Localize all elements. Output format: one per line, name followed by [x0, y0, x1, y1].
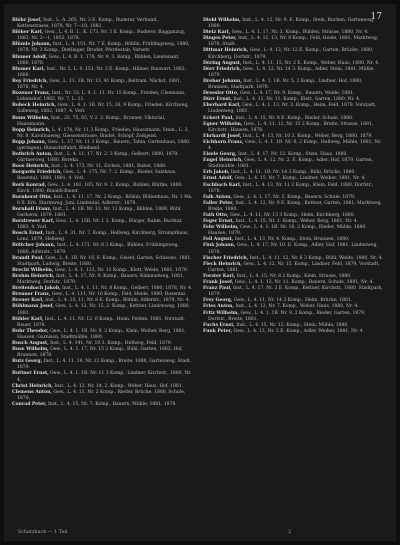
directory-entry	[12, 304, 193, 316]
directory-entry	[12, 128, 193, 140]
directory-entry	[12, 183, 193, 195]
entry-name: Dressler Otto,	[203, 91, 239, 97]
entry-details: Gew., L. 4. 15B. Nr. 1 3. Komp., Bürger, Rubin, Buchtal, 1883, 4. Vorl.	[17, 219, 183, 231]
entry-details: Gew., L. 4. 111, Nr. 16 Komp., Feld, Heide, 1880, Rosental.	[51, 292, 187, 298]
entry-details: Inst., L. 4. 1. 1B. Nr. 5, 2 Komp., Lindner, Hof, 1880, Brunnen, Stadtpark, 1878.	[208, 78, 363, 91]
directory-entry	[203, 183, 384, 195]
entry-name: Egner Wilhelm,	[203, 121, 243, 127]
directory-entry	[203, 262, 384, 274]
entry-details: Gew., L. 4. 13, Nr. 12 E. Komp., Garten, Brücke, 1880, Kirchberg, Dorfstr., 1879.	[208, 48, 374, 60]
entry-name: Blümle Johann,	[12, 42, 52, 48]
entry-details: Gew., L. 4. 1. 13, Nr. 11. Komp., Bauern, Schule, 1881, Nr. 4.	[234, 280, 374, 286]
entry-details: Gew., L. 4. 181. 165, Nr. 9. 2. Komp., Buhlen, Blüthe, 1880. Kirch. 1880, Rinaldi-Bauer.	[17, 182, 183, 194]
entry-name: Conrad Peter,	[12, 401, 47, 407]
entry-details: Gew., L. 4. 12, Nr. 15. Komp., Lindner, Feld, 1879, Vorstadt, Garten, 1881.	[208, 261, 380, 273]
directory-entry	[12, 329, 193, 341]
entry-details: Gew., L. 4. B. 1., K. 173, Nr. 3 E. Komp., Ruderer, Bagganzug, 1883, Nr. 3—1, 1852, 1878.	[17, 30, 186, 42]
entry-name: Ehrhardt Josef,	[203, 133, 242, 139]
entry-name: Bühlmann Josef,	[12, 304, 54, 310]
left-column	[12, 18, 193, 408]
entry-name: Butz Georg,	[12, 359, 43, 365]
directory-entry	[203, 311, 384, 323]
directory-entry	[12, 42, 193, 54]
entry-details: Inst., L. 4. 11. 15, Nr. 2 E. Komp., Weber, Haus, 1880, Nr. 4.	[242, 60, 380, 66]
entry-name: Böttcher Johann,	[12, 243, 56, 249]
entry-details: Inst., 25. 75, 65, V 2. 2. Komp., Bronner, Viktorial, Haussmann.	[17, 115, 166, 127]
entry-name: Feger Ernst,	[203, 219, 235, 225]
entry-details: Inst., Nr. 2, L. 4. 151, Nr. 3 E. Komp., Hilmer, Bauwart, 1882, 1880.	[17, 66, 187, 78]
directory-entry	[12, 371, 193, 383]
directory-entry	[12, 140, 193, 152]
entry-details: Gew., L. 4. 1B. Nr. 16, 6. Komp., Geisel, Garten, Schleuse, 1881, Stadtpark, Ludwig, Breite, 1880.	[17, 255, 192, 267]
entry-name: Eschbach Karl,	[203, 182, 242, 188]
directory-entry	[203, 243, 384, 255]
entry-details: Gew., L. 4. B. 1. 178, Nr. 9, 3. Komp., Bühlen, Lieutenant, 1880, 1878.	[17, 54, 180, 66]
directory-entry	[203, 18, 384, 30]
right-column	[203, 18, 384, 335]
entry-name: Bopp Heinrich,	[12, 127, 51, 133]
entry-details: Gew., L. 4. 11, Nr. 2 Komp., Rieder, Brücke, 1880, Schule, 1879.	[17, 389, 186, 401]
entry-name: Clemens Anton,	[12, 389, 52, 395]
entry-details: Inst., L. 4. 31, Nr. 7. Komp., Hellweg, Kirchberg, Strumpfhaus, Lenz, 1879, Hellweg.	[17, 231, 189, 243]
directory-entry	[12, 195, 193, 207]
directory-entry	[12, 219, 193, 231]
entry-details: Gew., L. 4. 1. 13, Nr. 3. Komp., Heim, Feld, 1879, Vorstadt, Lindenweg, 1881.	[208, 103, 376, 115]
entry-name: Fuchs Ernst,	[203, 322, 235, 328]
directory-entry	[12, 243, 193, 255]
entry-name: Buhr Theodor,	[12, 328, 49, 334]
entry-details: Inst., L. 4. 17, Nr. 3 E. Komp., Kettner, Kirchstr., 1880, Stadtpark, 1879.	[208, 286, 383, 298]
entry-details: Inst., L. 4. 151, Nr. 7 E. Komp., Böhlin, Frühlingsweg, 1880, 1878, Nr. 3 Komp., Dietlinger, Bruder, Pferdestab, Vorsetr.	[17, 42, 190, 54]
directory-entry	[12, 359, 193, 371]
directory-entry	[12, 207, 193, 219]
entry-details: Gew., L. 4. 12, Nr. 15, 2. Komp., Kettner, Lindenweg, 1880, 1881.	[17, 304, 190, 316]
entry-name: Buse Wilhelm,	[12, 347, 49, 353]
entry-details: Gew., L. 17, Nr. 11 3 Komp., Bauern, Tabin, Gartenhaus, 1880. (geringen), Blauschiffahrt, Bleiband.	[17, 139, 191, 151]
entry-details: Gew., L. 4. 1. 1B. Nr. 9, 2 Komp., Rieder, Garten, 1879, Dorfstr., Breite, 1881.	[208, 310, 366, 322]
directory-entry	[203, 36, 384, 48]
entry-details: Gew., L. 4. 1. 1B. Nr. 8, 2 Komp., Klein, Weiher, Berg, 1881, Hausen, Garnison, Stadtmühle, 1880.	[17, 328, 186, 340]
directory-entry	[12, 91, 193, 103]
entry-details: Gew., L. 4. 13, Nr. 5 E. Komp., Adler, Weiher, 1881, Nr. 4.	[233, 328, 364, 334]
entry-name: Dreher Johann,	[203, 78, 242, 84]
entry-details: Inst., L. 4. 11. 17, Nr. 2. 3 Komp., Gelbert, 1880, 1879. Gärtnerweg, 1880, Boreka.	[17, 152, 179, 164]
directory-entry	[203, 103, 384, 115]
entry-name: Fries Anton,	[203, 304, 234, 310]
entry-details: Inst., L. 4. 12, Nr. 9. E. Komp., Stein, Buchen, Gartenweg, 1880.	[208, 18, 375, 30]
entry-name: Erb Jakob,	[203, 170, 230, 176]
entry-details: Inst., L. 4. 11, Nr. 12, 6 Komp., Heim, Felden, 1881, Vorstadt, Bauer, 1878.	[17, 316, 185, 328]
entry-name: Dietz Karl,	[203, 30, 231, 36]
directory-entry	[12, 317, 193, 329]
directory-entry	[12, 170, 193, 182]
directory-entry	[203, 122, 384, 134]
entry-name: Eberhard Karl,	[203, 103, 241, 109]
entry-name: Breuer Karl,	[12, 298, 44, 304]
directory-entry	[203, 225, 384, 237]
directory-entry	[12, 67, 193, 79]
entry-name: Frank Josef,	[203, 280, 234, 286]
directory-entry	[12, 390, 193, 402]
entry-name: Bork Konrad,	[12, 182, 47, 188]
entry-name: Fischer Friedrich,	[203, 255, 249, 261]
entry-name: Dörr Friedrich,	[203, 66, 242, 72]
entry-name: Döring August,	[203, 60, 242, 66]
entry-details: Inst., L. 4. 141, Nr. 10 3. Komp., Hellweg, Feld, 1879.	[50, 340, 173, 346]
directory-entry	[12, 116, 193, 128]
entry-name: Fritz Wilhelm,	[203, 310, 240, 316]
entry-name: Fleck Heinrich,	[203, 261, 243, 267]
entry-details: Inst., L. 4. 12, Nr. 7. Komp., Weber, Haus, 1880, Nr. 4.	[235, 304, 359, 310]
entry-name: Falk Anton,	[203, 194, 232, 200]
entry-details: Gew., L. 4. 1. 17, Nr. 3. Komp., Bühlen, Strasse, 1880, Nr. 4.	[231, 30, 369, 36]
entry-name: Boos Heinrich,	[12, 164, 50, 170]
entry-details: Gew., L. 11. 1B. Nr. 13, 41 Komp., Beltram, Nächst, 1881, 1878, Nr. 4.	[17, 78, 182, 91]
entry-details: Inst., L. 4. 13, Nr. 4. Komp., Stein, Brunnen, 1880.	[234, 237, 350, 243]
entry-name: Dinges Peter,	[203, 36, 237, 42]
entry-name: Bornhorst Otto,	[12, 194, 52, 200]
entry-details: Gew., L. 4. 1. 1B. Nr. 11 3 Komp., Lindner, Kirchstr., 1880, Nr. 4.	[17, 371, 192, 383]
directory-entry	[12, 103, 193, 115]
entry-name: Faller Peter,	[203, 200, 234, 206]
entry-name: Fink Johann,	[203, 243, 236, 249]
entry-name: Blumer Adolf,	[12, 54, 48, 60]
entry-name: Bobeck Heinrich,	[12, 103, 57, 109]
entry-name: Brandt Paul,	[12, 255, 44, 261]
entry-name: Diehl Wilhelm,	[203, 18, 241, 23]
entry-name: Frey Georg,	[203, 298, 233, 304]
entry-name: Forster Karl,	[203, 273, 236, 279]
directory-entry	[203, 79, 384, 91]
entry-details: Inst., L. 4. 12, Nr. 14. 2. Komp., Weber, Haus, Hof, 1881.	[54, 383, 184, 389]
entry-name: Brecht Wilhelm,	[12, 267, 54, 273]
entry-name: Buttner Ernst,	[12, 371, 49, 377]
entry-details: Gew., L. 4. 1. 1B. Nr. 16, 2 Komp., Rieder, Mühle, 1880, Hausen, 1879.	[208, 225, 367, 237]
entry-name: Funk Peter,	[203, 328, 233, 334]
entry-details: Inst., L. 4. 17, Nr. 12. Komp., Stein, Haus, 1880.	[237, 152, 348, 158]
entry-name: Bozener Franz,	[12, 91, 51, 97]
entry-details: Inst., L. 4. 15, Nr. 8 2 Komp., Klein, Strasse, 1880.	[236, 273, 352, 279]
entry-name: Bühler Karl,	[12, 316, 44, 322]
entry-name: Fath Otto,	[203, 213, 229, 218]
entry-details: Inst., L. 4. 173, Nr. 11, Eichen, 1881, Ruhet, 1888.	[51, 164, 167, 170]
entry-name: Brehm Heinrich,	[12, 273, 55, 279]
entry-details: L. 4. 174, Nr. 11 3 Komp., Frieden, Haussmann, Stein., L. 3, Nr. 8. Karolinaweg, Giessenstrasse, Bindet, Schöpf, Zeitgeist.	[17, 127, 189, 139]
entry-details: Inst., L. 4. 171. Nr. 8 3 Komp., Bühlen, Frühlingsweg, 1880, Adlerstr., 1879.	[17, 243, 179, 255]
entry-name: Blumer Karl,	[12, 66, 45, 72]
entry-name: Boy Friedrich,	[12, 78, 48, 84]
entry-details: Inst., L. A. 265, Nr. 3 E. Komp., Ruderer, Verbund., Kettenstrasse, 1878, Nr. 7—10, 1882.	[17, 18, 159, 30]
entry-name: Borgards Friedrich,	[12, 170, 62, 176]
entry-name: Bonn Wilhelm,	[12, 115, 50, 121]
entry-name: Dürr Ernst,	[203, 97, 232, 103]
entry-name: Eichhorn Franz,	[203, 139, 244, 145]
entry-name: Christ Heinrich,	[12, 383, 53, 389]
directory-entry	[12, 79, 193, 91]
directory-entry	[12, 402, 193, 408]
entry-details: Inst., L. 4. 1. 11, Nr. 8 Komp., Gelbert, 1880, 1878, Nr. 4.	[62, 286, 193, 292]
entry-details: Gew., L. 4. 11. 12, Nr. 15 2 Komp., Breite, Strasse, 1881, Kirchstr., Hausen, 1878.	[208, 121, 374, 133]
entry-name: Breitenbach Jakob,	[12, 286, 61, 292]
entry-details: Gew., L. 4. 1. 123, Nr. 13 Komp., Klett, Weide, 1881, 1879.	[54, 267, 189, 273]
directory-entry	[203, 158, 384, 170]
entry-details: Gew., L. 4. 175, Nr. 7. 2. Komp., Rieder, Salzhaus, Rosental, 1880, 1881, 4. Vorl.	[17, 170, 177, 182]
directory-entry	[12, 18, 193, 30]
entry-details: Inst., L. 4. 15, Nr. 12. Komp., Stein, Mühle, 1880.	[236, 322, 349, 328]
directory-entry	[203, 140, 384, 152]
entry-details: Gew., L. 4. 11, Nr. 14 3 Komp., Heim, Brücke, 1881.	[233, 298, 353, 304]
entry-details: Inst., L. 4. 11. 12, Nr. 6 3 Komp., Bühl, Weide, 1880, Nr. 4.	[249, 255, 383, 261]
entry-name: Eckert Paul,	[203, 115, 234, 121]
entry-details: Inst., L. 4. 15, Nr. 8 E. Komp., Rieder, Schule, 1880.	[235, 115, 354, 121]
entry-name: Borstrewer Karl,	[12, 219, 55, 225]
directory-entry	[203, 67, 384, 79]
entry-details: Gew., L. 4. 15, Nr. 7. Komp., Lindner, Weiher, 1881, Nr. 4.	[234, 176, 366, 182]
entry-details: Gew., L. 4. 17, Nr. 9. Komp., Bauern, Weide, 1881.	[239, 91, 355, 97]
entry-details: Inst., L. 4. 13, Nr. 11 2 Komp., Klein, Feld, 1880, Dorfstr., 1878.	[208, 182, 374, 194]
entry-details: Inst., L. 4. 11. 13, Nr. 8 Komp., Feld, Heide, 1881, Marktweg, 1878, Stadt.	[208, 36, 379, 48]
entry-name: Blöher Karl,	[12, 30, 44, 36]
entry-details: Gew., L. 4. 1. 17, Nr. 15 2 Komp., Bühl, Garten, 1882, Hof, Brunnen, 1878.	[17, 347, 183, 359]
entry-details: Gew., L. 4. 12, Nr. 2. E. Komp., Adler, Hof, 1879, Garten, Stadtmühle, 1881.	[208, 158, 374, 170]
directory-entry	[12, 256, 193, 268]
entry-details: Gew., L. 4. 1. 1B. Nr. 15, 16, 9 Komp., Frieden, Kirchweg, Salleweg, 1882, 1887, 4. Vorl.	[17, 103, 189, 115]
directory-entry	[203, 48, 384, 60]
entry-details: Inst., L. 4. 11, Nr. 11. Komp., Klett, Garten, 1880, Nr. 4.	[233, 97, 361, 103]
entry-name: Franz Paul,	[203, 286, 232, 292]
footer-left-note: Schatzbuch — 1 Teil	[18, 530, 68, 535]
entry-name: Engel Heinrich,	[203, 158, 243, 164]
directory-entry	[12, 274, 193, 286]
entry-details: Inst., L. 4. 1B. Nr. 13, Nr. 11 Komp., Bühlen, 1889, Bühl, Gerberei, 1879. 1881.	[17, 206, 182, 218]
entry-name: Eisele Georg,	[203, 152, 237, 158]
directory-entry	[12, 231, 193, 243]
entry-details: Inst., L. 4. 11. 18, Nr. 12 Komp., Breite, 1880, Gartenweg, Stadt, 1879.	[17, 359, 192, 371]
directory-entry	[203, 201, 384, 213]
entry-name: Ernst Adolf,	[203, 176, 234, 182]
entry-details: Inst., Nr. 33. L. 4. 1. 11. Nr. 15 Komp., Frieden, Cleemann, Lebenshof, 1882, Nr. 7, L. 11.	[17, 91, 186, 103]
entry-name: Dittmar Heinrich,	[203, 48, 249, 54]
entry-details: Gew., L. 4. 11, Nr. 13 3 Komp., Heim, Kirchberg, 1880.	[229, 213, 355, 218]
entry-details: Gew., L. 4. 17, Nr. 10. E. Komp., Adler, Hof, 1881, Lindenweg, 1878.	[208, 243, 378, 255]
entry-details: Inst., L. 4. 13, Nr. 10 3. Komp., Weber, Berg, 1880, 1879.	[242, 133, 373, 139]
entry-details: Gew., L. 4. 1. 1B. Nr. 6, 2 Komp., Hellweg, Mühle, 1881, Nr. 4.	[208, 139, 382, 151]
directory-entry	[12, 30, 193, 42]
entry-name: Feil August,	[203, 237, 234, 243]
directory-entry	[12, 55, 193, 67]
directory-entry	[203, 329, 384, 335]
entry-details: Inst., L. 4. 15, Nr. 7. Komp., Bauern, Mühle, 1881, 1878.	[48, 401, 177, 407]
entry-name: Bornhall Franz,	[12, 206, 52, 212]
footer-right-mark: 2	[288, 529, 292, 535]
entry-name: Blöhr Josef,	[12, 18, 42, 23]
entry-name: Bosch Ernst,	[12, 231, 45, 237]
entry-details: Gew., L. 4. 12, Nr. 14 3. Komp., Adler, Stein, 1881, Mühle, 1879.	[208, 66, 375, 78]
entry-details: Inst., L. 4. 17, Nr. 9. Komp., Bauern, Kümmelweg, 1881, Marktweg, Dorfstr., 1879.	[17, 273, 185, 286]
entry-name: Fehr Wilhelm,	[203, 225, 239, 231]
page-number: 17	[370, 12, 382, 22]
directory-entry	[12, 347, 193, 359]
directory-entry	[12, 152, 193, 164]
entry-details: Inst., L. 4. 11. 1B. Nr. 14 3 Komp., Bühl, Brücke, 1880.	[230, 170, 356, 176]
entry-details: Inst., L. 4. 12, Nr. 9 E. Komp., Kettner, Garten, 1881, Marktweg, Breite, 1880.	[208, 200, 382, 212]
entry-name: Brenner Franz,	[12, 292, 51, 298]
entry-details: Inst., L. 4. 11. 17, Nr. 2 Komp., Böhlin, Blütenhaus, Nr. 1 Ms. 8 B. Krb. Sturmweg, Juni, Lindental, Adlerstr., 1878.	[17, 194, 193, 206]
document-page	[4, 4, 396, 541]
entry-name: Bopp Johann,	[12, 139, 47, 145]
entry-details: Inst., L. 4. 15, Nr. 1. Komp., Weber, Berg, 1881, Nr. 4.	[235, 219, 358, 225]
directory-entry	[203, 286, 384, 298]
entry-name: Busch August,	[12, 340, 49, 346]
entry-details: Inst., L. 4. 15. 11, Nr. 8 E. Komp., Böhlin, Adlerstr., 1879, Nr. 4.	[45, 298, 190, 304]
entry-name: Bothrich Anton,	[12, 152, 53, 158]
entry-details: Gew., L. 4. 1. 17, Nr. 5. Komp., Bauern, Schule, 1879.	[233, 194, 356, 200]
